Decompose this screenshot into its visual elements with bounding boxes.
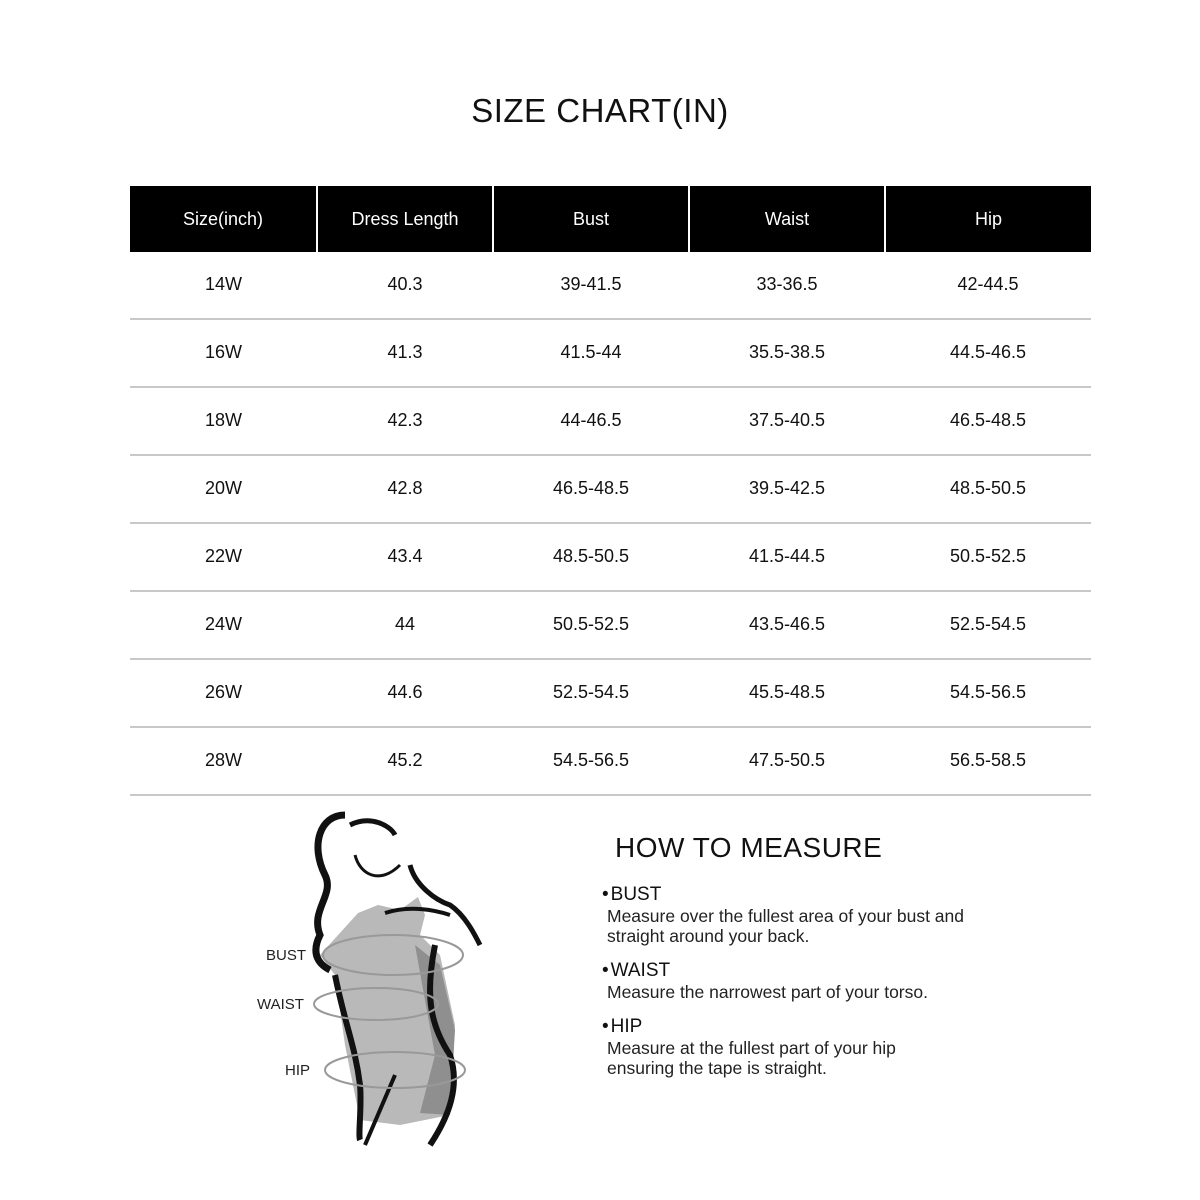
- table-cell: 42.8: [317, 455, 493, 523]
- measure-item-desc: Measure the narrowest part of your torso.: [607, 982, 928, 1002]
- table-cell: 33-36.5: [689, 252, 885, 319]
- measure-item-waist: [600, 960, 1000, 1002]
- table-row: [130, 591, 1091, 659]
- table-cell: 50.5-52.5: [493, 591, 689, 659]
- table-cell: 45.5-48.5: [689, 659, 885, 727]
- table-row: [130, 523, 1091, 591]
- table-cell: 26W: [130, 659, 317, 727]
- table-cell: 28W: [130, 727, 317, 795]
- table-cell: 20W: [130, 455, 317, 523]
- column-header: Hip: [885, 186, 1091, 252]
- table-cell: 35.5-38.5: [689, 319, 885, 387]
- figure-label-waist: WAIST: [257, 996, 304, 1013]
- table-cell: 52.5-54.5: [493, 659, 689, 727]
- table-cell: 48.5-50.5: [493, 523, 689, 591]
- table-cell: 50.5-52.5: [885, 523, 1091, 591]
- measure-item-desc: Measure at the fullest part of your hip ensuring the tape is straight.: [607, 1038, 896, 1078]
- table-header-row: [130, 186, 1091, 252]
- table-cell: 54.5-56.5: [493, 727, 689, 795]
- table-cell: 43.5-46.5: [689, 591, 885, 659]
- measure-item-name: • WAIST: [602, 960, 1000, 982]
- measure-item-hip: [600, 1016, 1000, 1078]
- table-cell: 56.5-58.5: [885, 727, 1091, 795]
- table-cell: 16W: [130, 319, 317, 387]
- body-silhouette-icon: [250, 795, 490, 1155]
- table-row: [130, 727, 1091, 795]
- page-title: SIZE CHART(IN): [471, 92, 729, 129]
- table-cell: 42-44.5: [885, 252, 1091, 319]
- table-cell: 44.5-46.5: [885, 319, 1091, 387]
- table-cell: 39.5-42.5: [689, 455, 885, 523]
- figure-label-bust: BUST: [266, 947, 307, 964]
- table-cell: 46.5-48.5: [885, 387, 1091, 455]
- table-cell: 14W: [130, 252, 317, 319]
- table-cell: 54.5-56.5: [885, 659, 1091, 727]
- measure-item-bust: [600, 884, 1000, 946]
- column-header: Size(inch): [130, 186, 317, 252]
- table-cell: 44-46.5: [493, 387, 689, 455]
- table-cell: 37.5-40.5: [689, 387, 885, 455]
- column-header: Dress Length: [317, 186, 493, 252]
- table-cell: 22W: [130, 523, 317, 591]
- table-cell: 44.6: [317, 659, 493, 727]
- table-row: [130, 387, 1091, 455]
- table-row: [130, 319, 1091, 387]
- column-header: Waist: [689, 186, 885, 252]
- table-cell: 46.5-48.5: [493, 455, 689, 523]
- measure-item-desc: Measure over the fullest area of your bust and straight around your back.: [607, 906, 965, 946]
- table-cell: 48.5-50.5: [885, 455, 1091, 523]
- table-cell: 41.3: [317, 319, 493, 387]
- body-measurement-figure: [250, 795, 490, 1155]
- table-row: [130, 455, 1091, 523]
- measure-item-name: • HIP: [602, 1016, 1000, 1038]
- table-cell: 40.3: [317, 252, 493, 319]
- table-cell: 52.5-54.5: [885, 591, 1091, 659]
- column-header: Bust: [493, 186, 689, 252]
- size-chart-table: [130, 186, 1091, 796]
- table-cell: 42.3: [317, 387, 493, 455]
- measure-item-name: • BUST: [602, 884, 1000, 906]
- table-cell: 18W: [130, 387, 317, 455]
- how-to-measure-section: [600, 832, 1000, 1092]
- figure-label-hip: HIP: [285, 1062, 311, 1079]
- table-cell: 39-41.5: [493, 252, 689, 319]
- table-cell: 47.5-50.5: [689, 727, 885, 795]
- table-cell: 43.4: [317, 523, 493, 591]
- table-cell: 24W: [130, 591, 317, 659]
- how-to-measure-title: HOW TO MEASURE: [615, 832, 883, 863]
- table-cell: 41.5-44.5: [689, 523, 885, 591]
- table-row: [130, 252, 1091, 319]
- table-row: [130, 659, 1091, 727]
- table-cell: 41.5-44: [493, 319, 689, 387]
- table-cell: 44: [317, 591, 493, 659]
- table-cell: 45.2: [317, 727, 493, 795]
